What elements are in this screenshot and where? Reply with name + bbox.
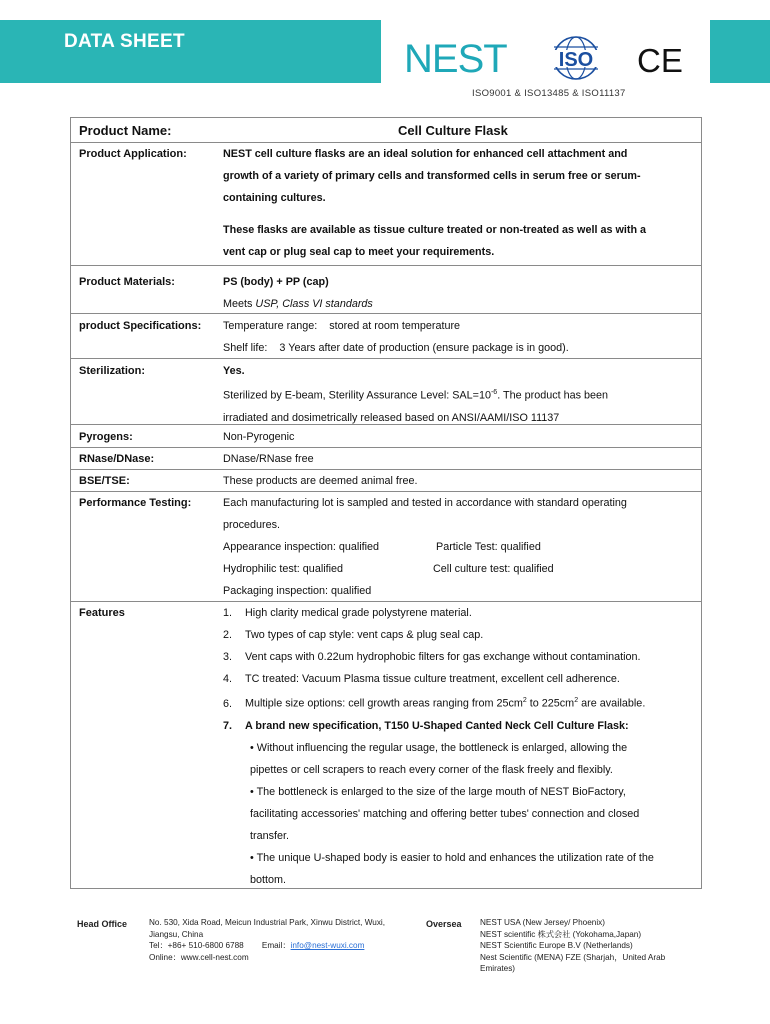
address-line: No. 530, Xida Road, Meicun Industrial Park, Xinwu District, Wuxi, [149,918,386,927]
pyrogens-value-text: Non-Pyrogenic [223,431,295,443]
banner-title: DATA SHEET [64,31,185,52]
feature-number: 7. [223,719,233,732]
sterilization-method-b: . The product has been [497,389,609,402]
feature-item [223,668,693,690]
head-office-label [77,919,127,931]
head-office-address [149,917,385,963]
feature-number: 1. [223,607,233,619]
feature-text: A brand new specification, T150 U-Shaped Canted Neck Cell Culture Flask: [245,719,629,732]
feature-number: 4. [223,673,233,685]
spec-temperature [223,315,693,337]
performance-line: procedures. [223,519,281,531]
materials-standard: USP, Class VI standards [255,298,373,310]
feature-size-a: Multiple size options: cell growth areas ranging from 25cm [245,697,523,710]
feature-number: 2. [223,629,233,641]
email-link[interactable]: info@nest-wuxi.com [290,941,365,950]
divider [71,424,701,425]
website: Online：www.cell-nest.com [149,952,249,962]
pyrogens-label: Pyrogens: [79,431,133,443]
perf-hydrophilic: Hydrophilic test: qualified [223,563,344,575]
bse-value [223,470,693,492]
iso-logo-text: ISO [558,49,594,71]
oversea-office: Nest Scientific (MENA) FZE (Sharjah，United Arab [480,952,666,962]
head-office-label-text: Head Office [77,919,128,929]
feature-detail: • The bottleneck is enlarged to the size of the large mouth of NEST BioFactory, [250,785,626,798]
rnase-value-text: DNase/RNase free [223,453,314,465]
oversea-label [426,919,462,931]
product-data-table [70,117,702,889]
spec-shelf-life [223,337,693,359]
perf-particle: Particle Test: qualified [436,541,541,553]
product-name-label: Product Name: [79,123,172,138]
spec-shelf-value: 3 Years after date of production (ensure package is in good). [279,342,569,354]
specifications-text [223,315,693,359]
feature-size-c: are available. [578,697,646,710]
nest-logo-text: NEST [404,38,507,78]
sterilization-text [223,360,693,429]
application-text [223,143,693,263]
certifications: ISO9001 & ISO13485 & ISO11137 [472,88,626,99]
spec-temperature-value: stored at room temperature [329,320,461,332]
feature-detail: pipettes or cell scrapers to reach every corner of the flask freely and flexibly. [250,763,613,776]
divider [71,265,701,266]
specifications-label: product Specifications: [79,320,202,332]
bse-label: BSE/TSE: [79,475,130,487]
performance-row [223,536,693,558]
sterilization-method-a: Sterilized by E-beam, Sterility Assurance Level: SAL=10 [223,389,491,402]
performance-row [223,558,693,580]
application-line: These flasks are available as tissue culture treated or non-treated as well as with a [223,224,647,236]
feature-detail: bottom. [250,873,287,886]
address-line: Jiangsu, China [149,929,204,939]
application-label: Product Application: [79,148,187,160]
feature-size-b: to 225cm [526,697,575,710]
feature-detail: facilitating accessories' matching and offering better tubes' connection and closed [250,807,640,820]
application-line: growth of a variety of primary cells and transformed cells in serum free or serum- [223,170,641,182]
materials-note-prefix: Meets [223,298,256,310]
feature-text: Two types of cap style: vent caps & plug seal cap. [245,629,484,641]
oversea-label-text: Oversea [426,919,462,929]
header-banner [0,20,381,83]
feature-text: TC treated: Vacuum Plasma tissue culture treatment, excellent cell adherence. [245,673,620,685]
iso-logo [541,35,613,81]
oversea-office: NEST scientific 株式会社 (Yokohama,Japan) [480,929,642,939]
materials-note [223,293,693,315]
sterilization-label: Sterilization: [79,365,146,377]
email-label: Email： [261,941,291,950]
feature-superscript: 2 [574,697,579,704]
contact-line [149,940,385,952]
spec-shelf-label: Shelf life: [223,342,268,354]
features-list [223,602,693,891]
feature-text: High clarity medical grade polystyrene material. [245,607,472,619]
feature-number: 6. [223,697,233,710]
oversea-office: Emirates) [480,964,516,973]
feature-detail: • The unique U-shaped body is easier to hold and enhances the utilization rate of the [250,851,654,864]
oversea-offices [480,917,690,975]
feature-item [223,715,693,737]
materials-text [223,271,693,315]
divider [71,313,701,314]
pyrogens-value [223,426,693,448]
feature-text: Vent caps with 0.22um hydrophobic filters for gas exchange without contamination. [245,651,641,663]
rnase-value [223,448,693,470]
feature-item [223,624,693,646]
ce-mark-logo [637,42,685,76]
feature-number: 3. [223,651,233,663]
perf-packaging: Packaging inspection: qualified [223,585,372,597]
materials-label: Product Materials: [79,276,175,288]
oversea-office: NEST Scientific Europe B.V (Netherlands) [480,941,633,950]
feature-item [223,646,693,668]
telephone: Tel：+86+ 510-6800 6788 [149,941,244,950]
performance-line: Each manufacturing lot is sampled and tested in accordance with standard operating [223,497,627,509]
bse-value-text: These products are deemed animal free. [223,475,418,487]
application-line: containing cultures. [223,192,326,204]
ce-mark-text: CE [637,42,683,76]
sterilization-standard: irradiated and dosimetrically released based on ANSI/AAMI/ISO 11137 [223,411,560,424]
header-accent-tab [710,20,770,83]
materials-value: PS (body) + PP (cap) [223,276,329,288]
feature-detail: • Without influencing the regular usage, the bottleneck is enlarged, allowing the [250,741,628,754]
performance-label: Performance Testing: [79,497,192,509]
feature-item [223,690,693,715]
sterilization-exponent: -6 [490,389,498,396]
spec-temperature-label: Temperature range: [223,320,318,332]
nest-logo [404,38,520,78]
application-line: vent cap or plug seal cap to meet your requirements. [223,246,495,258]
application-line: NEST cell culture flasks are an ideal solution for enhanced cell attachment and [223,148,628,160]
feature-item [223,602,693,624]
oversea-office: NEST USA (New Jersey/ Phoenix) [480,918,605,927]
feature-detail: transfer. [250,829,290,842]
sterilization-method [223,382,693,407]
performance-text [223,492,693,602]
divider [71,358,701,359]
rnase-label: RNase/DNase: [79,453,155,465]
product-name-value: Cell Culture Flask [398,123,508,138]
sterilization-value: Yes. [223,365,245,377]
perf-appearance: Appearance inspection: qualified [223,541,380,553]
perf-cell: Cell culture test: qualified [433,563,554,575]
features-label: Features [79,607,125,619]
feature-superscript: 2 [522,697,527,704]
